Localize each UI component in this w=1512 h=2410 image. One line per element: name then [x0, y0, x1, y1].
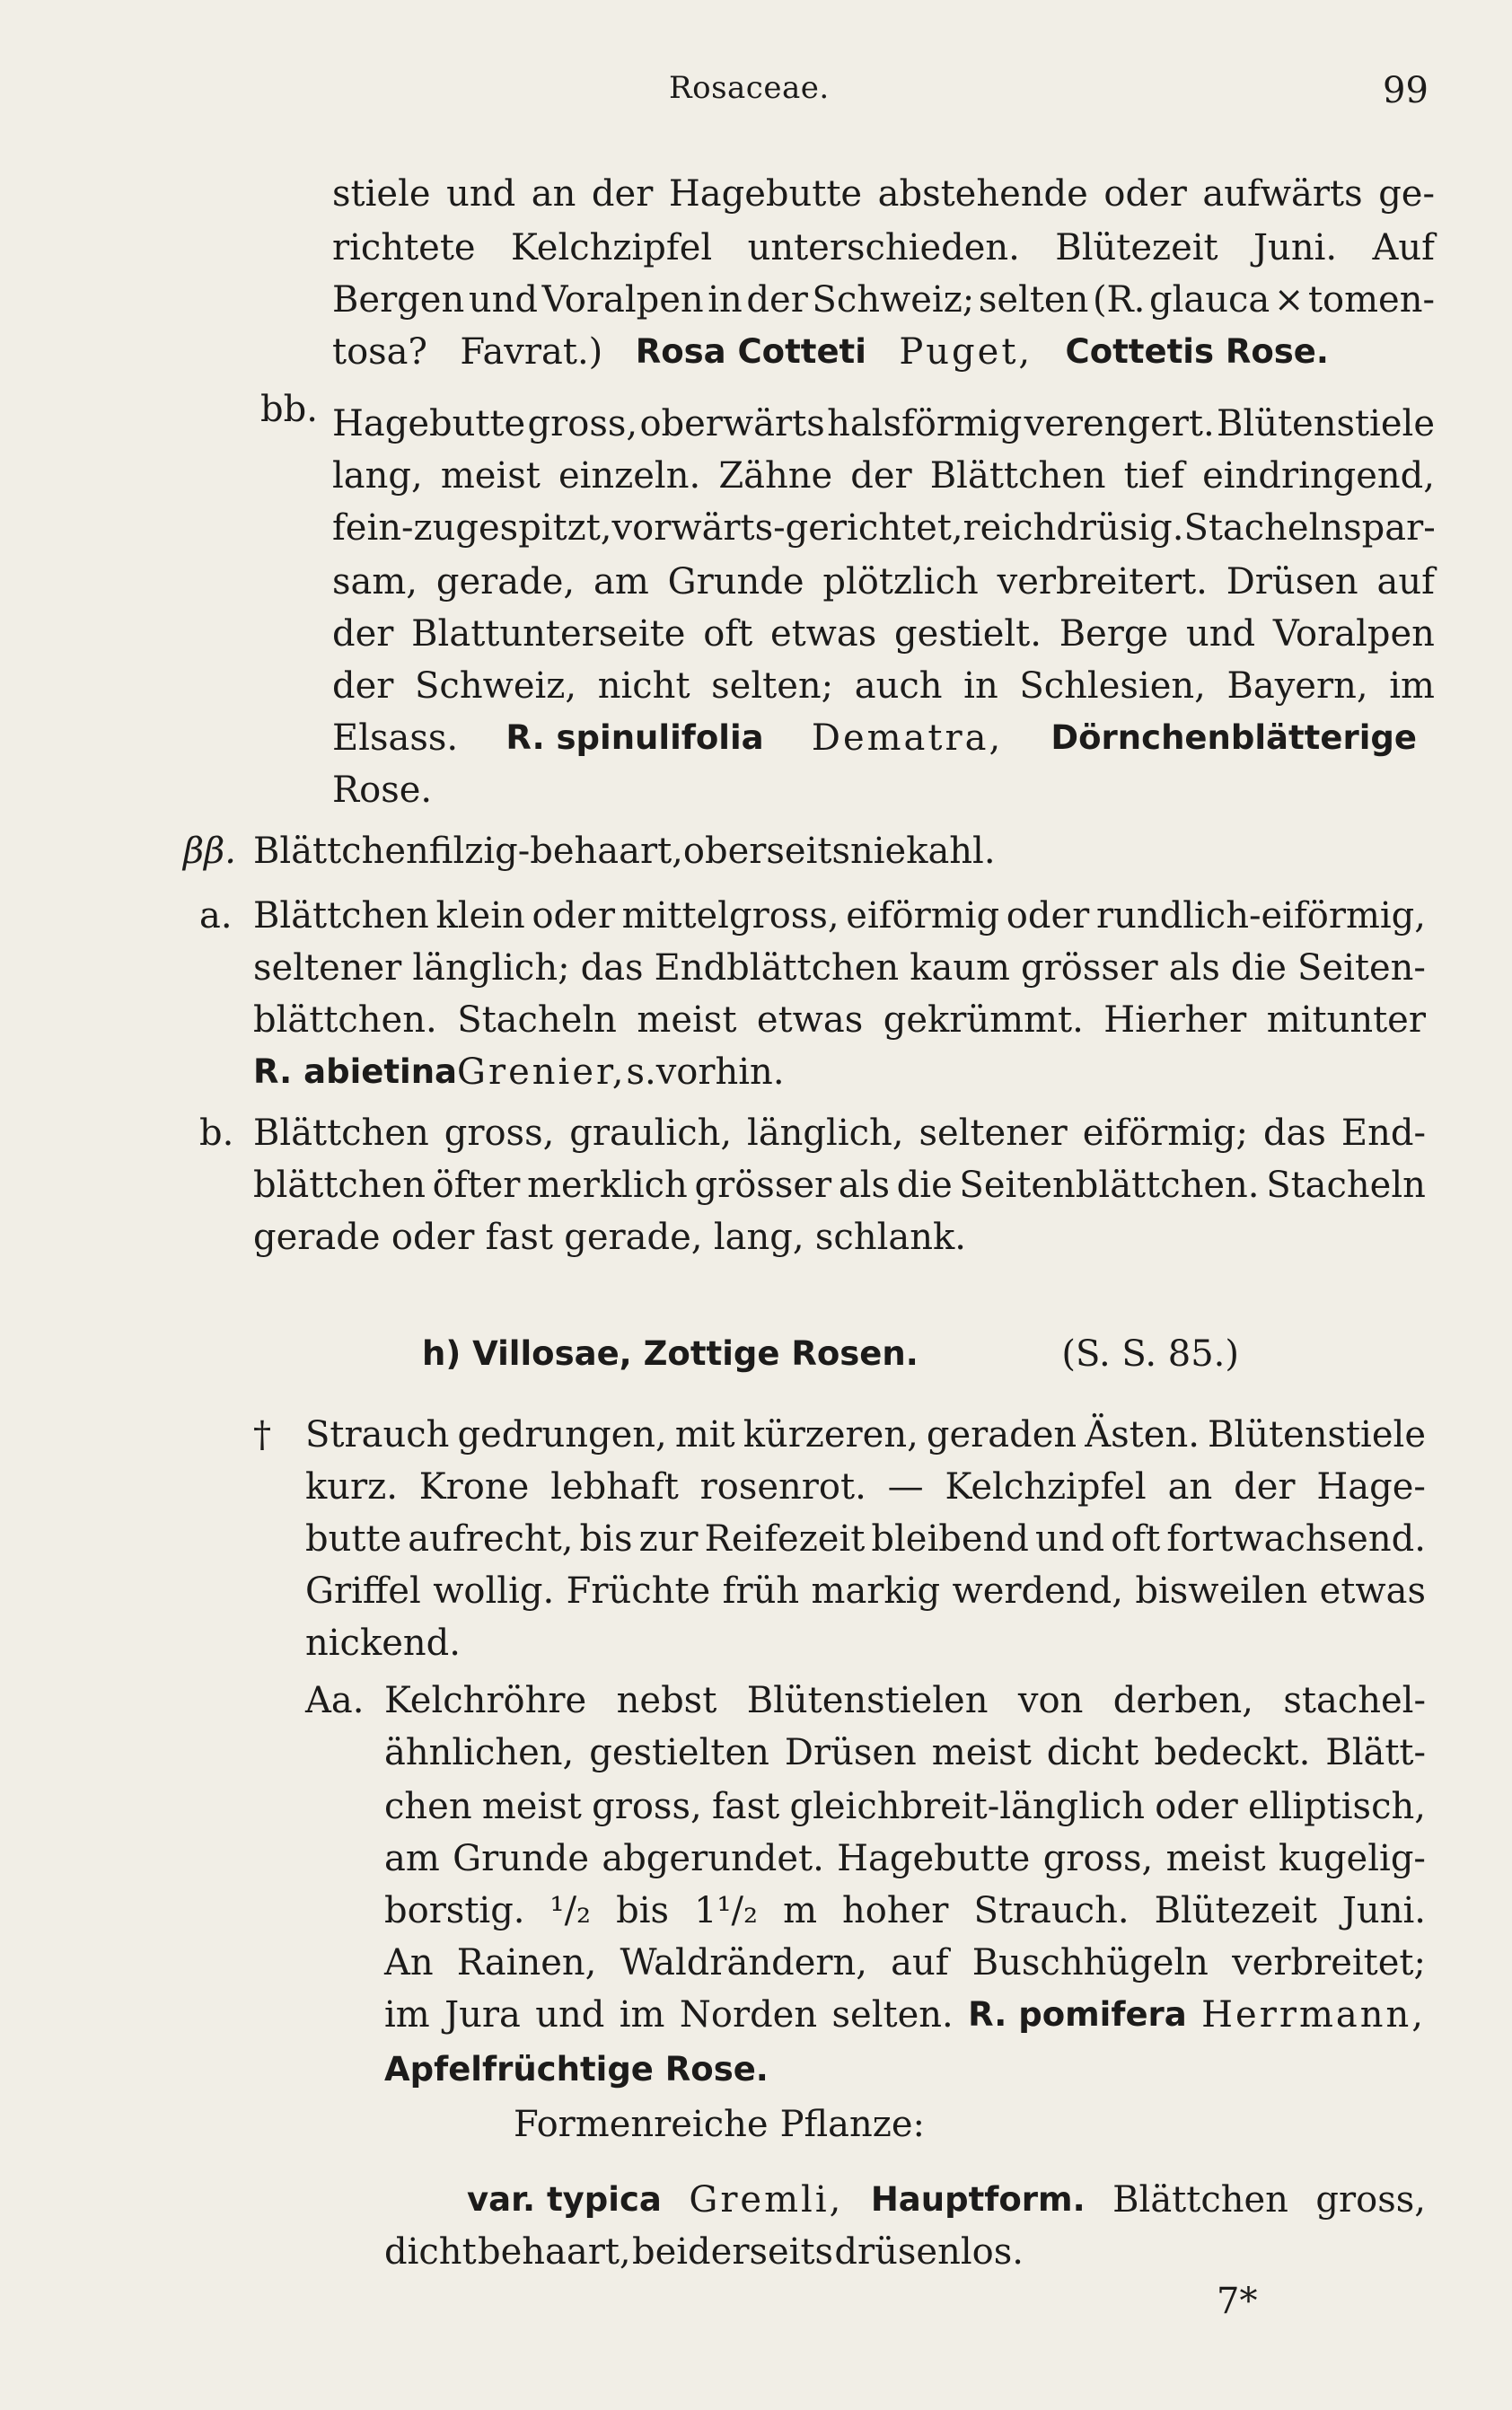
word: oder — [391, 1217, 475, 1258]
word: Drüsen — [784, 1732, 917, 1773]
word: lang, — [332, 455, 423, 497]
word: Blätt- — [1325, 1732, 1426, 1773]
word: mit — [674, 1414, 735, 1456]
word: länglich; — [412, 947, 570, 989]
word: nebst — [616, 1680, 717, 1721]
text-line — [332, 659, 1435, 713]
word: gerade — [253, 1217, 381, 1258]
word: im — [384, 1994, 430, 2036]
word: bedeckt. — [1154, 1732, 1311, 1773]
word: Früchte — [566, 1570, 711, 1612]
word: und — [1185, 613, 1256, 655]
marker-bb: bb. — [260, 389, 318, 430]
word: oder — [532, 895, 615, 937]
text-line — [332, 167, 1435, 221]
word: verbreitert. — [997, 561, 1208, 602]
text-line — [305, 1408, 1426, 1462]
word: der — [746, 279, 808, 321]
word: ähnlichen, — [384, 1732, 575, 1773]
text-line — [332, 501, 1435, 555]
text-line — [384, 1674, 1426, 1728]
word: gestielten — [589, 1732, 769, 1773]
text-line — [253, 941, 1426, 995]
word: gross, — [527, 403, 638, 444]
word: Griffel — [305, 1570, 421, 1612]
word: Hagebutte — [668, 173, 863, 215]
word: gleichbreit-länglich — [789, 1786, 1146, 1827]
word: und — [535, 1994, 605, 2036]
marker-a: a. — [199, 895, 233, 937]
word: als — [838, 1165, 890, 1206]
word: tief — [1123, 455, 1185, 497]
text-line — [305, 1512, 1426, 1566]
word: × — [1273, 279, 1305, 321]
word: selten. — [831, 1994, 954, 2036]
word: plötzlich — [822, 561, 979, 602]
word: Dörnchenblätterige — [1050, 718, 1417, 757]
word: gross, — [444, 1113, 555, 1154]
word: die — [896, 1165, 953, 1206]
marker-beta-beta: ββ. — [183, 831, 236, 872]
text-line — [332, 325, 1329, 379]
word: aufwärts — [1202, 173, 1363, 215]
text-line — [305, 1460, 1426, 1514]
word: butte — [305, 1518, 402, 1560]
word: im — [1389, 665, 1435, 707]
word: Schweiz, — [415, 665, 577, 707]
word: Buschhügeln — [971, 1942, 1209, 1983]
marker-Aa: Aa. — [305, 1680, 365, 1721]
word: filzig-behaart, — [428, 831, 683, 872]
word: 1¹/₂ — [694, 1890, 759, 1931]
word: bis — [579, 1518, 633, 1560]
marker-dagger: † — [253, 1414, 271, 1456]
word: unterschieden. — [747, 227, 1020, 268]
word: Apfelfrüchtige Rose. — [384, 2050, 769, 2089]
word: Rainen, — [456, 1942, 597, 1983]
word: schlank. — [814, 1217, 966, 1258]
word: graulich, — [569, 1113, 733, 1154]
word: Pflanze: — [779, 2104, 925, 2145]
word: Strauch — [305, 1414, 450, 1456]
text-line — [332, 273, 1435, 327]
word: borstig. — [384, 1890, 525, 1931]
word: meist — [481, 1786, 582, 1827]
word: wollig. — [433, 1570, 555, 1612]
word: chen — [384, 1786, 472, 1827]
word: Hagebutte — [837, 1838, 1031, 1879]
word: lebhaft — [550, 1466, 679, 1508]
word: mitunter — [1266, 999, 1426, 1041]
text-line — [332, 763, 646, 817]
word: kurz. — [305, 1466, 398, 1508]
word: reichdrüsig. — [963, 507, 1184, 549]
word: Blütenstiele — [1217, 403, 1435, 444]
word: Reifezeit — [704, 1518, 866, 1560]
word: an — [531, 173, 576, 215]
word: Seitenblättchen. — [959, 1165, 1260, 1206]
word: bisweilen — [1135, 1570, 1308, 1612]
word: gross, — [592, 1786, 702, 1827]
word: Zähne — [718, 455, 833, 497]
section-reference: (S. S. 85.) — [1061, 1333, 1239, 1375]
text-line — [332, 221, 1435, 275]
word: Kelchröhre — [384, 1680, 587, 1721]
word: Voralpen — [1272, 613, 1435, 655]
word: verbreitet; — [1232, 1942, 1426, 1983]
word: spar- — [1343, 507, 1436, 549]
word: lang, — [713, 1217, 804, 1258]
word: Formenreiche — [514, 2104, 769, 2145]
word: Grunde — [453, 1838, 589, 1879]
word: Blättchen — [253, 895, 429, 937]
word: drüsenlos. — [834, 2231, 1024, 2273]
word: das — [580, 947, 644, 989]
word: tomen- — [1307, 279, 1435, 321]
word: Stacheln — [457, 999, 617, 1041]
word: var. typica — [467, 2180, 662, 2219]
word: öfter — [432, 1165, 521, 1206]
word: mittelgross, — [621, 895, 840, 937]
word: Endblättchen — [654, 947, 900, 989]
word: und — [1035, 1518, 1105, 1560]
word: Grenier, — [457, 1051, 627, 1093]
word: etwas — [756, 999, 864, 1041]
word: das — [1262, 1113, 1326, 1154]
word: R. spinulifolia — [505, 718, 764, 757]
word: beiderseits — [631, 2231, 834, 2273]
word: stiele — [332, 173, 431, 215]
word: vorhin. — [655, 1051, 785, 1093]
marker-b: b. — [199, 1113, 234, 1154]
word: elliptisch, — [1248, 1786, 1426, 1827]
text-line — [384, 1884, 1426, 1938]
word: behaart, — [477, 2231, 631, 2273]
word: die — [1230, 947, 1287, 989]
word: geraden — [926, 1414, 1077, 1456]
word: Voralpen — [541, 279, 704, 321]
word: Cottetis Rose. — [1065, 332, 1329, 371]
word: grösser — [1021, 947, 1158, 989]
text-line — [384, 1936, 1426, 1990]
text-line — [384, 1988, 1426, 2042]
text-line — [253, 1210, 966, 1264]
text-line — [384, 1832, 1426, 1886]
word: aufrecht, — [408, 1518, 574, 1560]
word: Ästen. — [1085, 1414, 1200, 1456]
word: Rosa Cotteti — [635, 332, 866, 371]
word: nicht — [597, 665, 690, 707]
word: Blütezeit — [1154, 1890, 1317, 1931]
word: Strauch. — [973, 1890, 1130, 1931]
word: ge- — [1378, 173, 1435, 215]
word: vorwärts-gerichtet, — [611, 507, 963, 549]
word: dicht — [384, 2231, 477, 2273]
word: rosenrot. — [699, 1466, 866, 1508]
word: Blättchen — [1112, 2179, 1288, 2221]
text-line — [253, 993, 1426, 1047]
word: Blütenstielen — [746, 1680, 989, 1721]
word: nie — [849, 831, 907, 872]
word: kürzeren, — [743, 1414, 919, 1456]
text-line — [514, 2098, 925, 2151]
word: der — [591, 173, 654, 215]
text-line — [253, 1045, 785, 1099]
word: ¹/₂ — [549, 1890, 592, 1931]
word: blättchen — [253, 1165, 426, 1206]
word: End- — [1341, 1113, 1426, 1154]
word: in — [963, 665, 998, 707]
word: s. — [626, 1051, 656, 1093]
word: Auf — [1372, 227, 1435, 268]
word: Schweiz; — [812, 279, 975, 321]
word: halsförmig — [827, 403, 1023, 444]
word: bis — [616, 1890, 670, 1931]
text-line — [305, 1564, 1426, 1618]
word: auf — [1376, 561, 1435, 602]
text-line — [253, 889, 1426, 943]
word: hoher — [842, 1890, 949, 1931]
word: auf — [891, 1942, 949, 1983]
word: Hauptform. — [870, 2180, 1086, 2219]
word: selten — [978, 279, 1089, 321]
word: einzeln. — [558, 455, 701, 497]
word: abstehende — [877, 173, 1088, 215]
word: bleibend — [871, 1518, 1029, 1560]
word: länglich, — [747, 1113, 904, 1154]
word: etwas — [769, 613, 877, 655]
text-line — [253, 824, 996, 878]
word: auch — [854, 665, 943, 707]
word: (R. — [1092, 279, 1146, 321]
word: im — [619, 1994, 665, 2036]
word: richtete — [332, 227, 476, 268]
word: zur — [638, 1518, 699, 1560]
word: R. abietina — [253, 1052, 458, 1091]
word: Schlesien, — [1019, 665, 1206, 707]
word: grösser — [694, 1165, 832, 1206]
word: nickend. — [305, 1623, 461, 1664]
word: am — [384, 1838, 440, 1879]
word: gerade, — [564, 1217, 703, 1258]
word: von — [1017, 1680, 1084, 1721]
word: — — [887, 1466, 924, 1508]
word: Gremli, — [689, 2179, 844, 2221]
word: Waldrändern, — [620, 1942, 868, 1983]
running-title: Rosaceae. — [669, 70, 830, 106]
word: Bergen — [332, 279, 465, 321]
text-line — [332, 607, 1435, 661]
text-line — [332, 397, 1435, 451]
word: verengert. — [1024, 403, 1215, 444]
word: meist — [931, 1732, 1032, 1773]
word: Jura — [444, 1994, 521, 2036]
word: an — [1167, 1466, 1213, 1508]
word: Blattunterseite — [411, 613, 686, 655]
word: der — [332, 665, 394, 707]
word: Blütezeit — [1055, 227, 1218, 268]
word: kahl. — [906, 831, 996, 872]
word: seltener — [253, 947, 402, 989]
word: Juni. — [1253, 227, 1338, 268]
word: der — [332, 613, 394, 655]
word: An — [384, 1942, 434, 1983]
word: Puget, — [899, 331, 1033, 373]
word: und — [468, 279, 538, 321]
word: Berge — [1059, 613, 1169, 655]
word: gross, — [1042, 1838, 1154, 1879]
text-line — [384, 1726, 1426, 1780]
word: oberseits — [682, 831, 850, 872]
text-line — [384, 2042, 808, 2097]
word: m — [783, 1890, 818, 1931]
word: Bayern, — [1226, 665, 1368, 707]
word: kugelig- — [1278, 1838, 1426, 1879]
word: seltener — [919, 1113, 1068, 1154]
word: Seiten- — [1297, 947, 1426, 989]
word: Norden — [679, 1994, 818, 2036]
section-heading — [422, 1327, 1239, 1381]
word: Stacheln — [1266, 1165, 1426, 1206]
word: gestielt. — [894, 613, 1042, 655]
word: glauca — [1148, 279, 1270, 321]
word: rundlich-eiförmig, — [1095, 895, 1426, 937]
word: selten; — [711, 665, 834, 707]
text-line — [332, 449, 1435, 503]
word: Krone — [418, 1466, 530, 1508]
word: Kelchzipfel — [945, 1466, 1147, 1508]
page-number: 99 — [1383, 70, 1428, 111]
word: merklich — [527, 1165, 688, 1206]
word: eindringend, — [1202, 455, 1435, 497]
word: oft — [703, 613, 753, 655]
word: als — [1168, 947, 1220, 989]
word: werdend, — [952, 1570, 1123, 1612]
word: Hagebutte — [332, 403, 526, 444]
word: Kelchzipfel — [510, 227, 713, 268]
word: meist — [637, 999, 737, 1041]
word: dicht — [1046, 1732, 1139, 1773]
word: Juni. — [1341, 1890, 1426, 1931]
text-line — [332, 555, 1435, 609]
word: Dematra, — [811, 717, 1004, 759]
word: fortwachsend. — [1166, 1518, 1426, 1560]
word: gekrümmt. — [883, 999, 1084, 1041]
word: Herrmann, — [1201, 1994, 1426, 2036]
word: fast — [711, 1786, 780, 1827]
word: fein-zugespitzt, — [332, 507, 612, 549]
word: Hierher — [1103, 999, 1247, 1041]
word: Rose. — [332, 770, 433, 811]
word: Hage- — [1316, 1466, 1426, 1508]
word: am — [593, 561, 649, 602]
word: meist — [440, 455, 541, 497]
word: blättchen. — [253, 999, 437, 1041]
word: derben, — [1112, 1680, 1253, 1721]
word: klein — [435, 895, 525, 937]
word: früh — [722, 1570, 800, 1612]
word: tosa? — [332, 331, 427, 373]
word: etwas — [1319, 1570, 1426, 1612]
word: oder — [1103, 173, 1187, 215]
word: oberwärts — [639, 403, 825, 444]
section-title: h) Villosae, Zottige Rosen. — [422, 1334, 919, 1373]
text-line — [253, 1106, 1426, 1160]
word: Blättchen — [253, 831, 429, 872]
word: sam, — [332, 561, 418, 602]
word: Drüsen — [1226, 561, 1358, 602]
word: Stacheln — [1183, 507, 1344, 549]
word: fast — [485, 1217, 553, 1258]
word: gedrungen, — [457, 1414, 667, 1456]
word: eiförmig — [846, 895, 1000, 937]
word: kaum — [910, 947, 1010, 989]
word: Elsass. — [332, 717, 459, 759]
word: Blättchen — [253, 1113, 429, 1154]
text-line — [467, 2173, 1426, 2227]
word: abgerundet. — [602, 1838, 824, 1879]
word: und — [446, 173, 516, 215]
word: Blütenstiele — [1208, 1414, 1426, 1456]
text-line — [305, 1616, 461, 1670]
word: markig — [811, 1570, 941, 1612]
word: oder — [1155, 1786, 1238, 1827]
word: oder — [1006, 895, 1090, 937]
text-line — [384, 1780, 1426, 1834]
printer-signature: 7* — [1217, 2281, 1258, 2322]
word: Blättchen — [929, 455, 1106, 497]
word: Grunde — [667, 561, 804, 602]
word: in — [708, 279, 743, 321]
text-line — [332, 711, 1417, 765]
word: eiförmig; — [1082, 1113, 1248, 1154]
text-line — [384, 2225, 1024, 2279]
word: gross, — [1315, 2179, 1426, 2221]
word: stachel- — [1283, 1680, 1426, 1721]
word: der — [1234, 1466, 1296, 1508]
word: meist — [1165, 1838, 1266, 1879]
word: gerade, — [435, 561, 576, 602]
word: R. pomifera — [968, 1995, 1187, 2034]
text-line — [253, 1158, 1426, 1212]
word: der — [850, 455, 912, 497]
word: Favrat.) — [460, 331, 603, 373]
word: oft — [1111, 1518, 1161, 1560]
